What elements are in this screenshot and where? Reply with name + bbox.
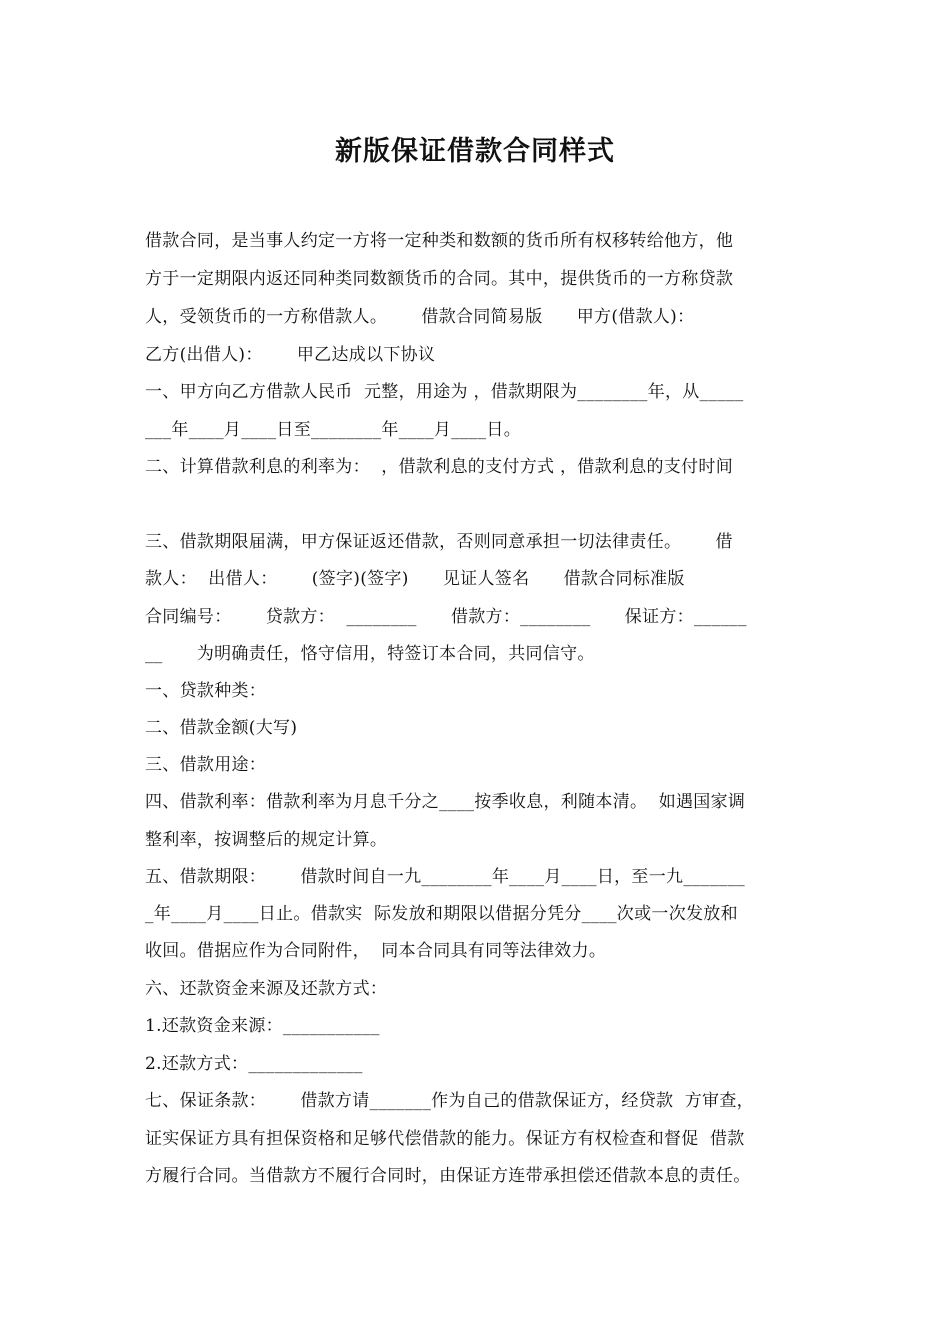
paragraph-line: 人，受领货币的一方称借款人。 借款合同简易版 甲方(借款人)：: [145, 307, 695, 327]
paragraph-line: 六、还款资金来源及还款方式：: [145, 979, 388, 999]
paragraph-line: 合同编号： 贷款方： ________ 借款方：________ 保证方：______: [145, 607, 747, 627]
paragraph-line: 三、借款用途：: [145, 755, 267, 775]
paragraph-line: 乙方(出借人)： 甲乙达成以下协议: [145, 345, 436, 365]
paragraph-line: 收回。借据应作为合同附件， 同本合同具有同等法律效力。: [145, 941, 607, 961]
paragraph-line: _年____月____日止。借款实 际发放和期限以借据分凭分____次或一次发放和: [145, 904, 738, 924]
paragraph-line: 整利率，按调整后的规定计算。: [145, 830, 388, 850]
paragraph-line: 方履行合同。当借款方不履行合同时，由保证方连带承担偿还借款本息的责任。: [145, 1166, 751, 1186]
paragraph-line: 一、贷款种类：: [145, 681, 267, 701]
paragraph-line: 二、计算借款利息的利率为： ，借款利息的支付方式 ，借款利息的支付时间: [145, 457, 734, 477]
paragraph-line: 1.还款资金来源：___________: [145, 1016, 380, 1036]
paragraph-line: 借款合同，是当事人约定一方将一定种类和数额的货币所有权移转给他方，他: [145, 231, 734, 251]
paragraph-line: 方于一定期限内返还同种类同数额货币的合同。其中，提供货币的一方称贷款: [145, 269, 734, 289]
paragraph-line: 二、借款金额(大写): [145, 718, 298, 738]
paragraph-line: 七、保证条款： 借款方请_______作为自己的借款保证方，经贷款 方审查，: [145, 1091, 754, 1111]
paragraph-line: 三、借款期限届满，甲方保证返还借款，否则同意承担一切法律责任。 借: [145, 532, 733, 552]
paragraph-line: 一、甲方向乙方借款人民币 元整，用途为 ，借款期限为________年，从_____: [145, 382, 744, 402]
paragraph-line: __ 为明确责任，恪守信用，特签订本合同，共同信守。: [145, 644, 595, 664]
paragraph-line: 四、借款利率：借款利率为月息千分之____按季收息，利随本清。 如遇国家调: [145, 792, 746, 812]
document-title: 新版保证借款合同样式: [335, 136, 615, 167]
paragraph-line: 证实保证方具有担保资格和足够代偿借款的能力。保证方有权检查和督促 借款: [145, 1129, 745, 1149]
paragraph-line: 款人： 出借人： (签字)(签字) 见证人签名 借款合同标准版: [145, 569, 685, 589]
paragraph-line: 2.还款方式：_____________: [145, 1054, 363, 1074]
paragraph-line: ___年____月____日至________年____月____日。: [145, 420, 521, 440]
paragraph-line: 五、借款期限： 借款时间自一九________年____月____日，至一九_______: [145, 867, 745, 887]
